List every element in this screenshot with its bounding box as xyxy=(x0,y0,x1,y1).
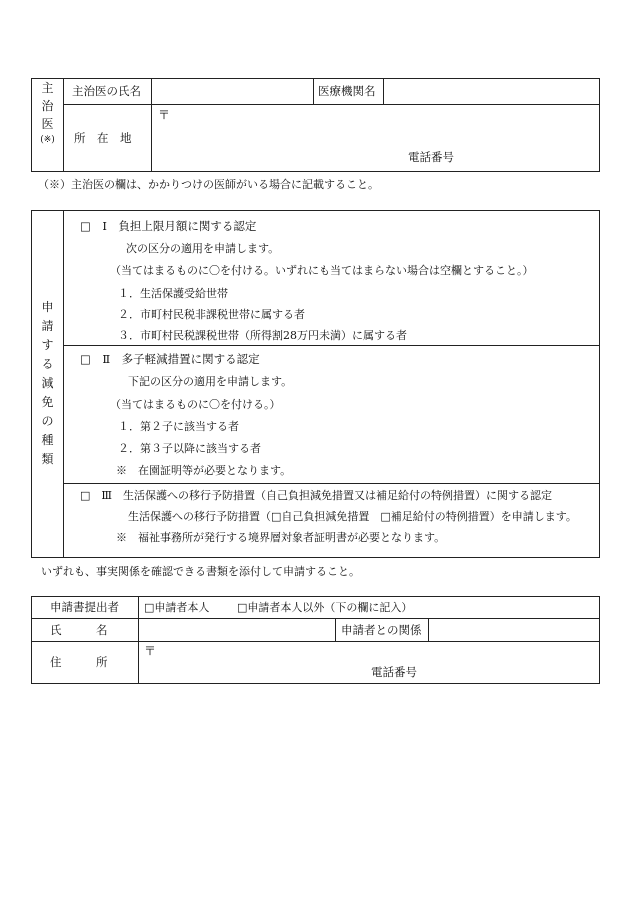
section2-line2: （当てはまるものに〇を付ける。） xyxy=(110,398,281,411)
relation-field[interactable] xyxy=(429,619,599,641)
doctor-address-label: 所 在 地 xyxy=(74,131,132,145)
submitter-label: 申請書提出者 xyxy=(50,600,119,614)
applicant-name-label: 氏 名 xyxy=(50,623,108,637)
section1-item-3[interactable]: ３．市町村民税課税世帯（所得割28万円未満）に属する者 xyxy=(118,329,407,342)
doctor-name-label: 主治医の氏名 xyxy=(72,84,141,98)
section2-note: ※ 在園証明等が必要となります。 xyxy=(116,464,292,477)
section2-item-1[interactable]: １．第２子に該当する者 xyxy=(118,420,239,433)
section1-item-1[interactable]: １．生活保護受給世帯 xyxy=(118,287,228,300)
applicant-phone-label: 電話番号 xyxy=(371,665,417,679)
section1-line1: 次の区分の適用を申請します。 xyxy=(126,242,280,255)
doctor-side-label: 主 治 医 (※) xyxy=(40,81,55,145)
doctor-postal-mark: 〒 xyxy=(158,108,171,122)
section2-line1: 下記の区分の適用を申請します。 xyxy=(128,375,293,388)
option-self-checkbox[interactable]: □申請者本人 xyxy=(144,601,210,614)
section1-line2: （当てはまるものに〇を付ける。いずれにも当てはまらない場合は空欄とすること。） xyxy=(110,264,534,277)
section3-title[interactable]: □ Ⅲ 生活保護への移行予防措置（自己負担減免措置又は補足給付の特例措置）に関する認定 xyxy=(80,489,552,502)
hospital-label: 医療機関名 xyxy=(318,84,376,98)
reduction-side-label: 申 請 す る 減 免 の 種 類 xyxy=(41,300,54,466)
section3-note: ※ 福祉事務所が発行する境界層対象者証明書が必要となります。 xyxy=(116,531,446,544)
doctor-name-field[interactable] xyxy=(152,79,312,104)
applicant-address-field[interactable] xyxy=(139,642,599,683)
doctor-phone-label: 電話番号 xyxy=(408,150,454,164)
option-other-checkbox[interactable]: □申請者本人以外（下の欄に記入） xyxy=(237,601,413,614)
section1-item-2[interactable]: ２．市町村民税非課税世帯に属する者 xyxy=(118,308,305,321)
relation-label: 申請者との関係 xyxy=(341,623,422,637)
reduction-footer-note: いずれも、事実関係を確認できる書類を添付して申請すること。 xyxy=(41,565,360,578)
section2-item-2[interactable]: ２．第３子以降に該当する者 xyxy=(118,442,261,455)
doctor-note: （※）主治医の欄は、かかりつけの医師がいる場合に記載すること。 xyxy=(38,178,379,191)
section1-title[interactable]: □ Ⅰ 負担上限月額に関する認定 xyxy=(80,219,257,233)
applicant-postal-mark: 〒 xyxy=(144,644,157,658)
doctor-address-field[interactable] xyxy=(152,105,599,171)
applicant-name-field[interactable] xyxy=(139,619,335,641)
hospital-field[interactable] xyxy=(384,79,599,104)
applicant-address-label: 住 所 xyxy=(50,655,108,669)
section3-line1[interactable]: 生活保護への移行予防措置（□自己負担減免措置 □補足給付の特例措置）を申請します。 xyxy=(128,510,577,523)
section2-title[interactable]: □ Ⅱ 多子軽減措置に関する認定 xyxy=(80,352,260,366)
